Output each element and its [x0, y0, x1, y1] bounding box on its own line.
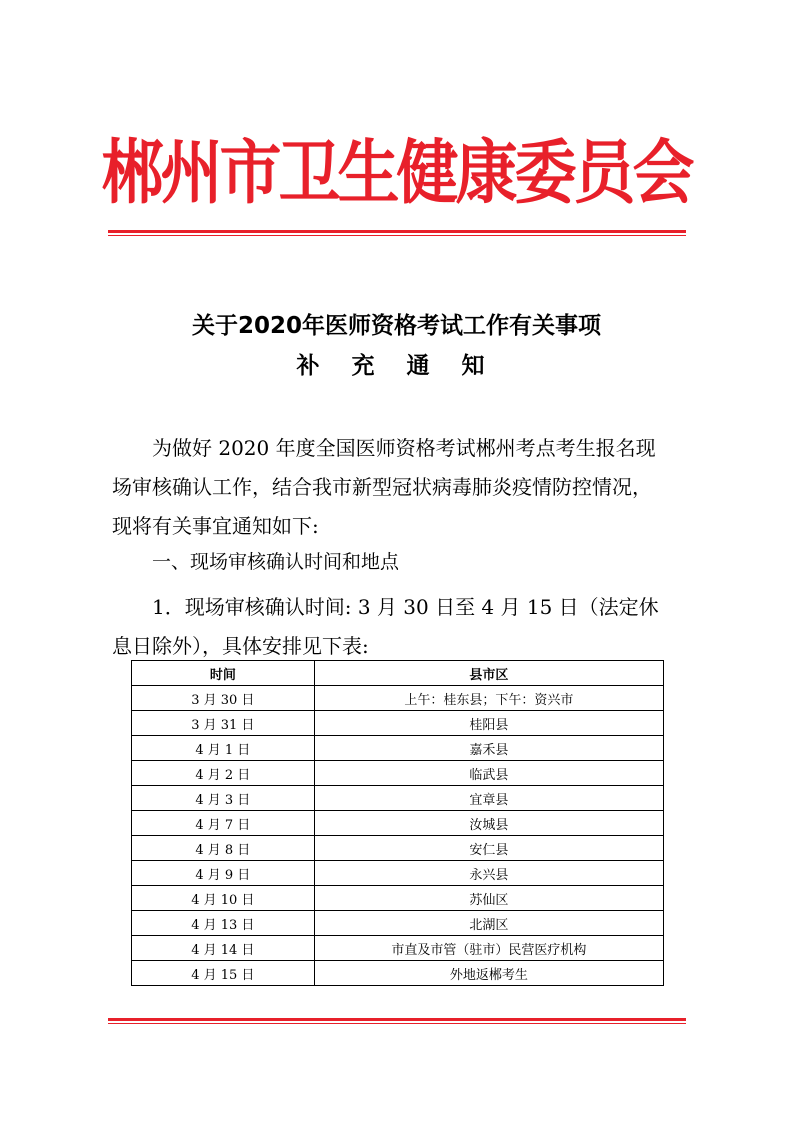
- table-row: [132, 761, 664, 786]
- table-row: [132, 911, 664, 936]
- intro-line: 为做好 2020 年度全国医师资格考试郴州考点考生报名现: [152, 436, 656, 460]
- cell-county: 上午：桂东县；下午：资兴市: [314, 686, 663, 711]
- cell-date: 4 月 8 日: [132, 836, 315, 861]
- header-county: 县市区: [314, 661, 663, 686]
- masthead-red-line-thick: [108, 230, 686, 233]
- cell-county: 嘉禾县: [314, 736, 663, 761]
- cell-county: 汝城县: [314, 811, 663, 836]
- notice-subtitle: 补 充 通 知: [296, 353, 497, 379]
- table-row: [132, 886, 664, 911]
- table-row: [132, 711, 664, 736]
- table-header-row: [132, 661, 664, 686]
- table-row: [132, 786, 664, 811]
- cell-county: 北湖区: [314, 911, 663, 936]
- table-row: [132, 961, 664, 986]
- cell-county: 桂阳县: [314, 711, 663, 736]
- masthead-red-line-thin: [108, 235, 686, 236]
- masthead-org-name: 郴州市卫生健康委员会: [101, 131, 692, 214]
- cell-date: 4 月 14 日: [132, 936, 315, 961]
- table-row: [132, 836, 664, 861]
- schedule-table: [131, 660, 664, 986]
- cell-date: 4 月 3 日: [132, 786, 315, 811]
- intro-line: 现将有关事宜通知如下:: [112, 514, 319, 538]
- cell-county: 市直及市管（驻市）民营医疗机构: [314, 936, 663, 961]
- cell-date: 3 月 30 日: [132, 686, 315, 711]
- cell-date: 4 月 9 日: [132, 861, 315, 886]
- cell-county: 永兴县: [314, 861, 663, 886]
- table-row: [132, 686, 664, 711]
- table-row: [132, 811, 664, 836]
- cell-date: 3 月 31 日: [132, 711, 315, 736]
- cell-date: 4 月 7 日: [132, 811, 315, 836]
- header-time: 时间: [132, 661, 315, 686]
- intro-line: 场审核确认工作，结合我市新型冠状病毒肺炎疫情防控情况，: [112, 475, 652, 499]
- item-line: 息日除外），具体安排见下表:: [112, 634, 369, 658]
- item-line: 1．现场审核确认时间: 3 月 30 日至 4 月 15 日（法定休: [152, 595, 659, 619]
- cell-date: 4 月 10 日: [132, 886, 315, 911]
- cell-date: 4 月 2 日: [132, 761, 315, 786]
- cell-county: 外地返郴考生: [314, 961, 663, 986]
- section-heading: 一、现场审核确认时间和地点: [152, 551, 400, 573]
- table-row: [132, 861, 664, 886]
- cell-date: 4 月 15 日: [132, 961, 315, 986]
- cell-county: 苏仙区: [314, 886, 663, 911]
- notice-title: 关于2020年医师资格考试工作有关事项: [191, 313, 601, 339]
- footer-red-line-thick: [108, 1018, 686, 1021]
- cell-county: 安仁县: [314, 836, 663, 861]
- intro-paragraph: [112, 429, 687, 546]
- footer-red-line-thin: [108, 1023, 686, 1024]
- cell-date: 4 月 13 日: [132, 911, 315, 936]
- item-paragraph: [112, 588, 687, 666]
- table-row: [132, 936, 664, 961]
- cell-county: 宜章县: [314, 786, 663, 811]
- table-row: [132, 736, 664, 761]
- cell-date: 4 月 1 日: [132, 736, 315, 761]
- cell-county: 临武县: [314, 761, 663, 786]
